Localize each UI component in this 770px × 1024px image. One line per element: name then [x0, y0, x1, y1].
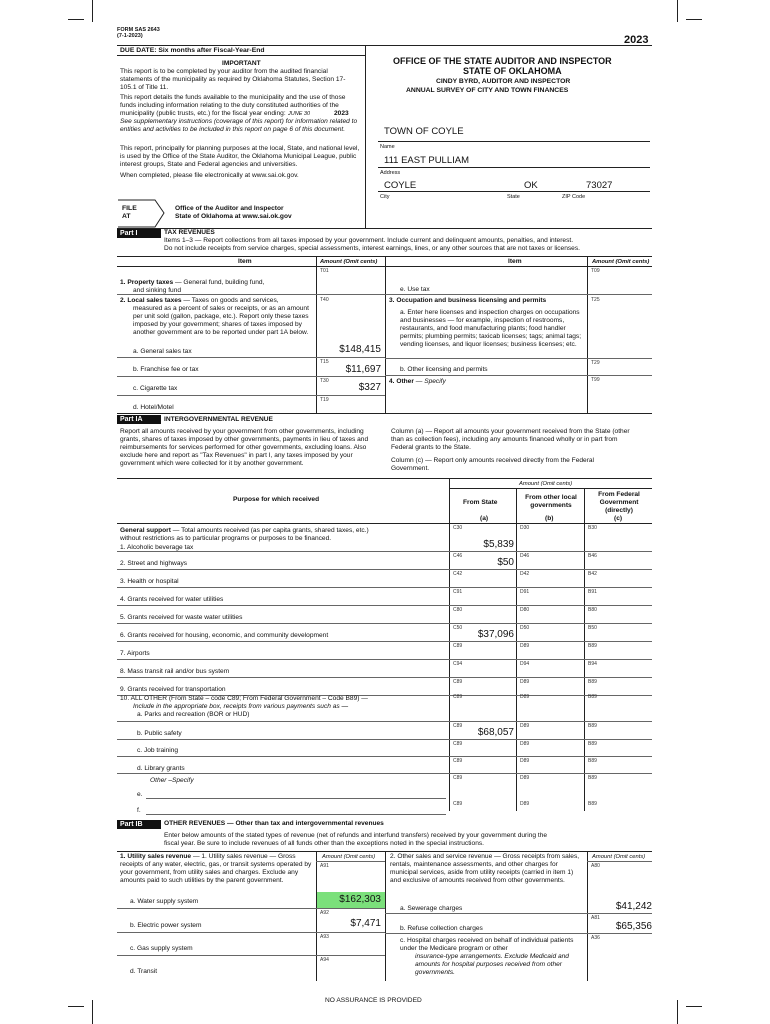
entity-name[interactable]: TOWN OF COYLE	[384, 126, 464, 137]
code-t25: T25	[591, 297, 600, 303]
divider	[365, 45, 366, 228]
item-2a-label: a. General sales tax	[133, 348, 192, 355]
code: D89	[520, 679, 530, 685]
row-line	[117, 623, 652, 624]
row-10-label-1: 10. ALL OTHER (From State – code C89; From Federal Government – Code B89) —	[120, 695, 368, 702]
code: D89	[520, 741, 530, 747]
office-survey: ANNUAL SURVEY OF CITY AND TOWN FINANCES	[406, 87, 569, 94]
code: C50	[453, 625, 463, 631]
footer-notice: NO ASSURANCE IS PROVIDED	[325, 997, 422, 1004]
code: B42	[588, 571, 597, 577]
specify-line[interactable]	[146, 814, 446, 815]
row-line	[117, 294, 385, 295]
row-10a-label: a. Parks and recreation (BOR or HUD)	[137, 711, 250, 718]
code-t15: T15	[320, 359, 329, 365]
entity-city-line	[378, 191, 650, 192]
fiscal-year: 2023	[334, 110, 349, 117]
office-title: OFFICE OF THE STATE AUDITOR AND INSPECTOR	[393, 56, 612, 66]
row-10e-label: e.	[137, 791, 143, 798]
ia-row-label: 6. Grants received for housing, economic, and community development	[120, 632, 329, 639]
part-1b-title: OTHER REVENUES — Other than tax and intergovernmental revenues	[164, 820, 384, 827]
code: D42	[520, 571, 530, 577]
part-1-intro-1: Items 1–3 — Report collections from all taxes imposed by your government. Include current and delinquent amounts, penalties, and interest.	[164, 237, 574, 244]
amount-header: Amount (Omit cents)	[592, 854, 646, 860]
col-c-header: From Federal Government (directly)	[598, 491, 640, 514]
row-line	[117, 721, 652, 722]
row-10f-label: f.	[137, 807, 141, 814]
code-a92: A92	[320, 910, 329, 916]
entity-state[interactable]: OK	[524, 180, 538, 191]
row-line	[117, 908, 385, 909]
row-10d-label: d. Library grants	[137, 765, 185, 772]
divider	[449, 488, 652, 489]
item-2b-amount[interactable]: $11,697	[345, 364, 381, 375]
crop-mark	[686, 1006, 702, 1007]
other-2a-label: a. Sewerage charges	[400, 905, 463, 912]
code-t01: T01	[320, 268, 329, 274]
ia-row-label: 2. Street and highways	[120, 560, 188, 567]
ia-row-label: 1. Alcoholic beverage tax	[120, 544, 194, 551]
code: D80	[520, 607, 530, 613]
code: B89	[588, 775, 597, 781]
part-1b-intro-2: fiscal year. Be sure to include revenues of all funds other than the exceptions noted in the special instructions.	[164, 840, 484, 847]
part-1a-intro: Report all amounts received by your government from other governments, including grants, shares of taxes imposed by other governments, payments in lieu of taxes and reimbursements for services performed for other governments, excluding loans. Also exclude here and report as "Tax Revenues" in part I, any taxes imposed by your government which were collected for it by another government.	[120, 428, 369, 467]
ia-row-label: 7. Airports	[120, 650, 150, 657]
col-amount: Amount (Omit cents)	[320, 259, 378, 265]
part-1a-badge: Part IA	[117, 415, 161, 424]
part-1a-title: INTERGOVERNMENTAL REVENUE	[164, 416, 273, 423]
column-c-text: Column (c) — Report only amounts received directly from the Federal Government.	[391, 457, 595, 472]
code-a91: A91	[320, 863, 329, 869]
code: C89	[453, 679, 463, 685]
code: C30	[453, 525, 463, 531]
row-10b-label: b. Public safety	[137, 730, 182, 737]
file-office-2: State of Oklahoma at www.sai.ok.gov	[175, 213, 292, 220]
crop-mark	[68, 1006, 84, 1007]
code: D30	[520, 525, 530, 531]
file-office-1: Office of the Auditor and Inspector	[175, 205, 284, 212]
divider	[385, 851, 386, 981]
code-t30: T30	[320, 378, 329, 384]
crop-mark	[677, 1000, 678, 1024]
important-text-4: When completed, please file electronically at www.sai.ok.gov.	[120, 172, 299, 179]
col-a-header: From State	[463, 499, 498, 506]
divider	[385, 256, 386, 413]
utility-1d-label: d. Transit	[130, 968, 158, 975]
ia-row-label: 3. Health or hospital	[120, 578, 179, 585]
important-text-3: This report, principally for planning purposes at the local, State, and national level, is used by the Office of the State Auditor, the Oklahoma Municipal League, public interest groups, State and Federal agencies and universities.	[120, 145, 360, 168]
code: D89	[520, 643, 530, 649]
code: C89	[453, 775, 463, 781]
code: C89	[453, 643, 463, 649]
row-line	[117, 739, 652, 740]
form-year: 2023	[624, 34, 649, 46]
part-1b-intro-1: Enter below amounts of the stated types of revenue (net of refunds and interfund transfers) received by your government during the	[164, 832, 548, 839]
purpose-header: Purpose for which received	[233, 496, 320, 503]
row-line	[117, 376, 385, 377]
row-line	[385, 933, 652, 934]
office-names: CINDY BYRD, AUDITOR AND INSPECTOR	[436, 78, 571, 85]
col-item: Item	[238, 258, 252, 265]
code: C80	[453, 607, 463, 613]
code-a81: A81	[591, 915, 600, 921]
code-a36: A36	[591, 935, 600, 941]
row-line	[117, 773, 652, 774]
code: B89	[588, 643, 597, 649]
other-2b-amount[interactable]: $65,356	[615, 921, 652, 932]
col-a-letter: (a)	[480, 515, 489, 522]
code: C46	[453, 553, 463, 559]
entity-state-label: State	[507, 194, 520, 200]
code-t29: T29	[591, 360, 600, 366]
code: D89	[520, 775, 530, 781]
col-b-header: From other local governments	[525, 494, 577, 509]
item-2b-label: b. Franchise fee or tax	[133, 366, 199, 373]
item-2c-amount[interactable]: $327	[358, 382, 381, 393]
code: B80	[588, 607, 597, 613]
crop-mark	[92, 0, 93, 22]
code-a93: A93	[320, 934, 329, 940]
row-line	[385, 375, 652, 376]
amount-header: Amount (Omit cents)	[519, 481, 573, 487]
general-support-1: General support — Total amounts received (as per capita grants, shared taxes, etc.)	[120, 527, 369, 534]
row-10c-label: c. Job training	[137, 747, 179, 754]
file-at-label-1: FILE	[122, 205, 137, 212]
ia-row-label: 9. Grants received for transportation	[120, 686, 226, 693]
ia-row-amount[interactable]: $5,839	[483, 539, 514, 550]
amount-header: Amount (Omit cents)	[322, 854, 376, 860]
entity-address-label: Address	[380, 170, 401, 176]
item-2c-label: c. Cigarette tax	[133, 385, 178, 392]
other-sales-text: 2. Other sales and service revenue — Gross receipts from sales, rentals, maintenance assessments, and other charges for municipal services, aside from utility receipts (carried in item 1) and exclusive of amounts received from other governments.	[390, 853, 580, 884]
item-3-label: 3. Occupation and business licensing and permits	[389, 297, 547, 304]
code: B89	[588, 758, 597, 764]
other-2c-text-1: c. Hospital charges received on behalf of individual patients under the Medicare program or other	[400, 937, 574, 952]
row-line	[117, 395, 385, 396]
entity-address[interactable]: 111 EAST PULLIAM	[384, 155, 470, 166]
office-state: STATE OF OKLAHOMA	[463, 66, 562, 76]
part-1b-badge: Part IB	[117, 820, 161, 829]
ia-row-label: 5. Grants received for waste water utilities	[120, 614, 243, 621]
row-line	[117, 551, 652, 552]
crop-mark	[92, 1000, 93, 1024]
fiscal-month: JUNE 30	[288, 111, 311, 117]
row-10-label-2: Include in the appropriate box, receipts from various payments such as —	[133, 703, 349, 710]
row-line	[385, 913, 652, 914]
item-2e-label: e. Use tax	[400, 286, 430, 293]
utility-1a-label: a. Water supply system	[130, 898, 199, 905]
other-2a-amount[interactable]: $41,242	[615, 901, 652, 912]
divider	[316, 256, 317, 413]
utility-1a-amount[interactable]: $162,303	[339, 894, 381, 905]
crop-mark	[68, 19, 84, 20]
col-amount: Amount (Omit cents)	[592, 259, 650, 265]
other-2c-text-2: insurance-type arrangements. Exclude Medicaid and amounts for hospital purposes received from other governments.	[415, 953, 569, 976]
row-line	[117, 659, 652, 660]
code-t40: T40	[320, 297, 329, 303]
code: C42	[453, 571, 463, 577]
col-b-letter: (b)	[545, 515, 554, 522]
code: D94	[520, 661, 530, 667]
code: B94	[588, 661, 597, 667]
code: D50	[520, 625, 530, 631]
divider	[117, 523, 652, 524]
code: D89	[520, 758, 530, 764]
entity-name-label: Name	[380, 144, 395, 150]
row-line	[385, 358, 652, 359]
form-number: FORM SAS 2643	[117, 27, 160, 33]
code-a80: A80	[591, 863, 600, 869]
code: B91	[588, 589, 597, 595]
ia-row-label: 8. Mass transit rail and/or bus system	[120, 668, 230, 675]
row-line	[117, 569, 652, 570]
code: D91	[520, 589, 530, 595]
important-text-1: This report is to be completed by your auditor from the audited financial statements of the municipality as required by Oklahoma Statutes, Section 17-105.1 of Title 11.	[120, 68, 346, 91]
divider	[316, 851, 317, 981]
row-line	[117, 605, 652, 606]
ia-row-label: 4. Grants received for water utilities	[120, 596, 224, 603]
utility-1c-label: c. Gas supply system	[130, 945, 193, 952]
row-line	[117, 641, 652, 642]
item-1-label-2: and sinking fund	[133, 287, 182, 294]
row-10b-amount[interactable]: $68,057	[477, 727, 514, 738]
item-1-label: 1. Property taxes — General fund, building fund,	[120, 279, 265, 286]
code: C94	[453, 661, 463, 667]
divider	[449, 478, 450, 811]
code: C89	[453, 694, 463, 700]
row-line	[385, 294, 652, 295]
entity-city-label: City	[380, 194, 390, 200]
crop-mark	[686, 19, 702, 20]
ia-row-amount[interactable]: $37,096	[477, 629, 514, 640]
entity-name-line	[378, 141, 650, 142]
code: B46	[588, 553, 597, 559]
code: D89	[520, 723, 530, 729]
divider	[117, 413, 652, 414]
code: B89	[588, 679, 597, 685]
code: C89	[453, 741, 463, 747]
divider	[587, 256, 588, 413]
crop-mark	[677, 0, 678, 22]
col-item: Item	[508, 258, 522, 265]
item-2-text: measured as a percent of sales or receipts, or as an amount per unit sold (gallon, package, etc.). Report only these taxes imposed by your government; shares of taxes imposed by another government are to be reported under part 1A below.	[133, 305, 309, 336]
divider	[516, 488, 517, 811]
code: B89	[588, 694, 597, 700]
code: B89	[588, 741, 597, 747]
entity-zip-label: ZIP Code	[562, 194, 586, 200]
other-2b-label: b. Refuse collection charges	[400, 925, 483, 932]
important-text-2b: See supplementary instructions (coverage of this report) for information related to entities and activities to be included in this report on page 6 of this document.	[120, 118, 358, 133]
important-title: IMPORTANT	[222, 60, 261, 67]
ia-row-amount[interactable]: $50	[497, 557, 514, 568]
col-c-letter: (c)	[614, 515, 623, 522]
important-text-2: This report details the funds available to the municipality and the use of those funds including information relating to the duty constituted authorities of the municipality (public trusts, etc.) for the fiscal year ending:	[120, 94, 346, 117]
item-3a-text: a. Enter here licenses and inspection charges on occupations and businesses — for example, inspection of restrooms, restaurants, and food manufacturing plants; food handler permits; plumbing permits; taxicab licenses; tags; animal tags; vending licenses, and liquor licenses; business licenses; etc.	[400, 309, 582, 348]
code: B30	[588, 525, 597, 531]
item-2d-label: d. Hotel/Motel	[133, 404, 174, 411]
item-3b-label: b. Other licensing and permits	[400, 366, 488, 373]
code: D89	[520, 694, 530, 700]
code-t19: T19	[320, 397, 329, 403]
file-at-label-2: AT	[122, 213, 131, 220]
utility-1b-amount[interactable]: $7,471	[350, 918, 381, 929]
utility-sales-text: 1. Utility sales revenue — 1. Utility sales revenue — Gross receipts of any water, electric, gas, or transit systems operated by your government, from utility sales and charges. Exclude any amounts paid to such utilities by the parent government.	[120, 853, 312, 884]
entity-zip[interactable]: 73027	[586, 180, 613, 191]
part-1-badge: Part I	[117, 229, 161, 238]
code: B50	[588, 625, 597, 631]
part-1-intro-2: Do not include receipts from service charges, special assessments, interest earnings, lines, or any other sources that are not taxes or licenses.	[164, 245, 580, 252]
divider	[584, 488, 585, 811]
code: B89	[588, 801, 597, 807]
row-line	[117, 587, 652, 588]
code-t99: T99	[591, 377, 600, 383]
form-revision: (7-1-2023)	[117, 33, 143, 39]
row-line	[117, 955, 385, 956]
header-rule	[117, 45, 652, 46]
entity-city[interactable]: COYLE	[384, 180, 417, 191]
item-2a-amount[interactable]: $148,415	[339, 344, 381, 355]
row-line	[117, 677, 652, 678]
row-10-other: Other –Specify	[150, 777, 194, 784]
code: C89	[453, 801, 463, 807]
row-line	[117, 756, 652, 757]
code: D46	[520, 553, 530, 559]
code: C89	[453, 723, 463, 729]
utility-1b-label: b. Electric power system	[130, 922, 202, 929]
row-line	[117, 357, 385, 358]
item-4-label: 4. Other — Specify	[389, 378, 446, 385]
specify-line[interactable]	[146, 798, 446, 799]
entity-address-line	[378, 167, 650, 168]
code: D89	[520, 801, 530, 807]
divider	[587, 851, 588, 981]
divider	[117, 55, 365, 56]
general-support-2: without restrictions as to particular programs or purposes to be financed.	[120, 535, 332, 542]
item-2-label: 2. Local sales taxes — Taxes on goods and services,	[120, 297, 279, 304]
divider	[117, 478, 652, 479]
column-a-text: Column (a) — Report all amounts your government received from the State (other than as collection fees), including any amounts financed wholly or in part from Federal grants to the State.	[391, 428, 630, 451]
code: B89	[588, 723, 597, 729]
due-date: DUE DATE: Six months after Fiscal-Year-End	[120, 47, 265, 54]
part-1-title: TAX REVENUES	[164, 229, 215, 236]
code-a94: A94	[320, 957, 329, 963]
row-line	[117, 932, 385, 933]
code: C89	[453, 758, 463, 764]
code-t09: T09	[591, 268, 600, 274]
code: C91	[453, 589, 463, 595]
